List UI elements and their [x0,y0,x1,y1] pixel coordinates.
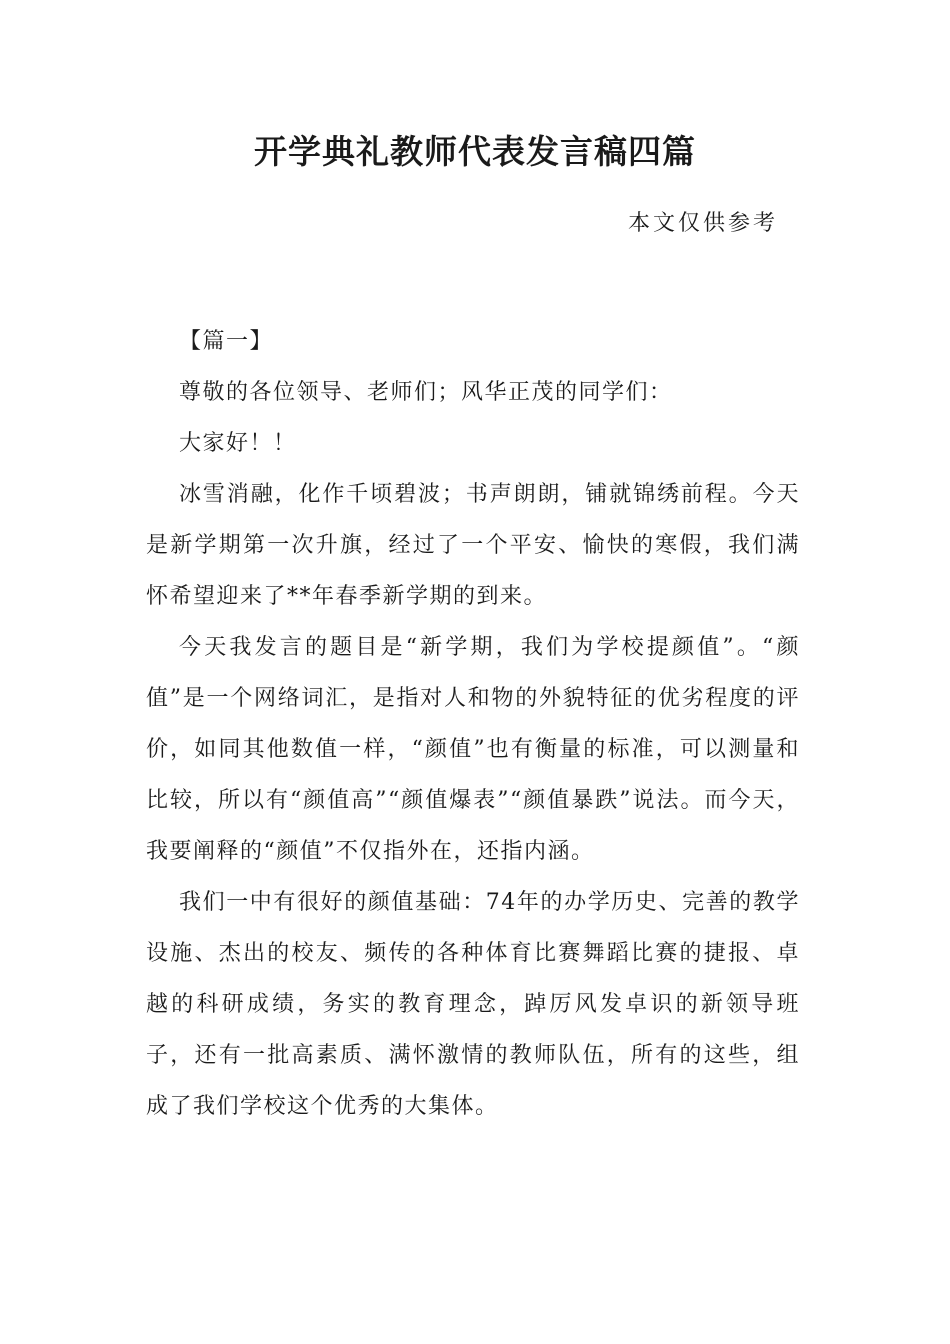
document-title: 开学典礼教师代表发言稿四篇 [254,132,696,171]
body-paragraph: 今天我发言的题目是“新学期，我们为学校提颜值”。“颜值”是一个网络词汇，是指对人和物的外貌特征的优劣程度的评价，如同其他数值一样，“颜值”也有衡量的标准，可以测量和比较，所以有“颜值高”“颜值爆表”“颜值暴跌”说法。而今天，我要阐释的“颜值”不仅指外在，还指内涵。 [146,635,800,864]
reference-note: 本文仅供参考 [627,211,778,236]
body-paragraph: 我们一中有很好的颜值基础：74年的办学历史、完善的教学设施、杰出的校友、频传的各种体育比赛舞蹈比赛的捷报、卓越的科研成绩，务实的教育理念，踔厉风发卓识的新领导班子，还有一批高素质、满怀激情的教师队伍，所有的这些，组成了我们学校这个优秀的大集体。 [146,890,800,1119]
salutation: 尊敬的各位领导、老师们；风华正茂的同学们： [179,380,673,405]
document-body [146,316,800,1132]
body-paragraph: 冰雪消融，化作千顷碧波；书声朗朗，铺就锦绣前程。今天是新学期第一次升旗，经过了一个平安、愉快的寒假，我们满怀希望迎来了**年春季新学期的到来。 [146,482,800,609]
greeting: 大家好！！ [179,431,297,456]
section-heading: 【篇一】 [179,329,274,354]
